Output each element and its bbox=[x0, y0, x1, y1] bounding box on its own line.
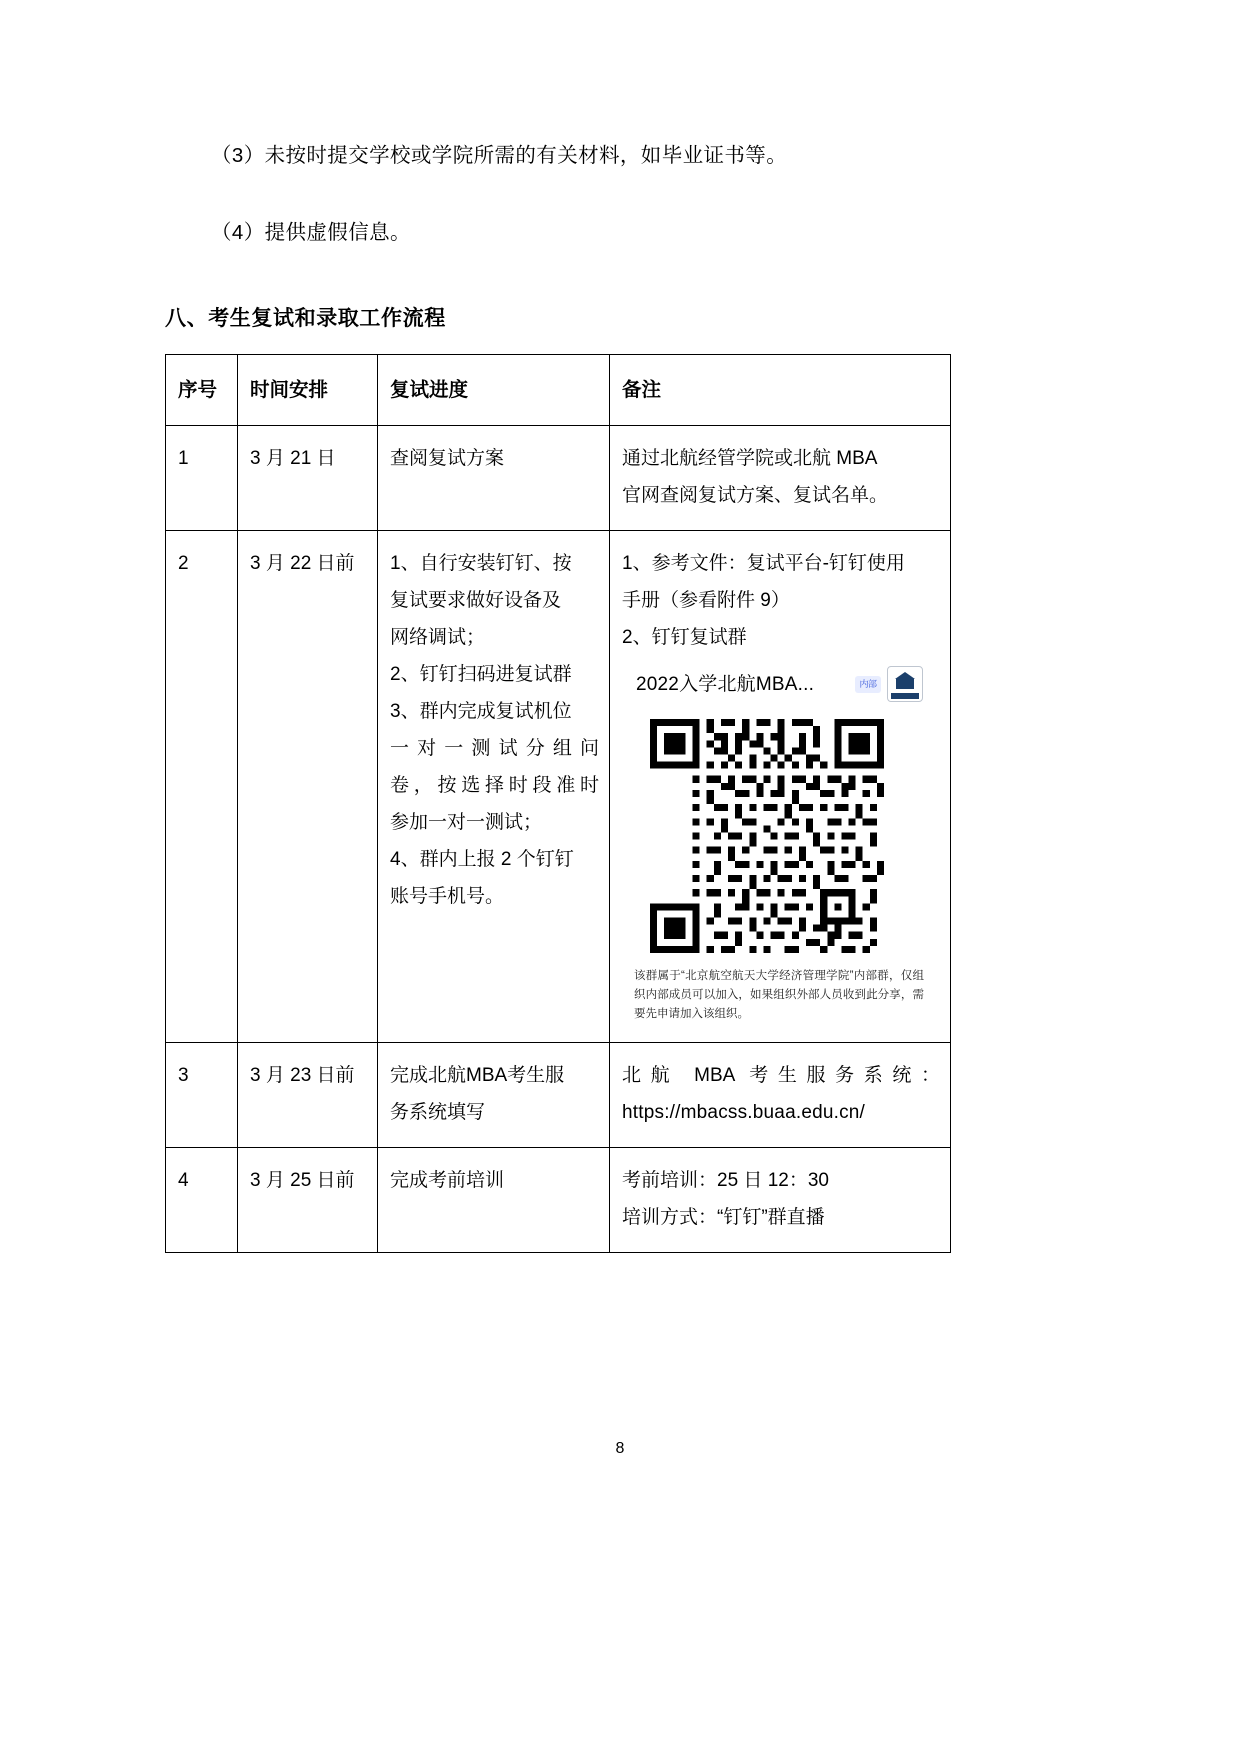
cell-note bbox=[610, 425, 951, 530]
progress-line: 完成北航MBA考生服 bbox=[390, 1064, 565, 1086]
cell-time: 3 月 25 日前 bbox=[238, 1147, 378, 1252]
note-line: 北航 MBA 考生服务系统： bbox=[622, 1064, 940, 1086]
cell-no: 2 bbox=[166, 530, 238, 1042]
cell-time: 3 月 21 日 bbox=[238, 425, 378, 530]
cell-progress bbox=[378, 1042, 610, 1147]
group-card-badges bbox=[855, 666, 923, 702]
page-number: 8 bbox=[615, 1440, 625, 1457]
cell-no: 4 bbox=[166, 1147, 238, 1252]
cell-progress bbox=[378, 425, 610, 530]
page-content bbox=[165, 140, 950, 1253]
school-logo-icon bbox=[887, 666, 923, 702]
progress-line: 1、自行安装钉钉、按 bbox=[390, 552, 572, 574]
paragraph-3: （3）未按时提交学校或学院所需的有关材料，如毕业证书等。 bbox=[211, 144, 788, 167]
table-row bbox=[166, 425, 951, 530]
progress-line: 账号手机号。 bbox=[390, 886, 505, 908]
progress-line: 4、群内上报 2 个钉钉 bbox=[390, 849, 574, 871]
header-note: 备注 bbox=[610, 354, 951, 425]
cell-note bbox=[610, 1147, 951, 1252]
table-row bbox=[166, 1042, 951, 1147]
progress-line: 网络调试； bbox=[390, 626, 486, 648]
group-card-disclaimer: 该群属于“北京航空航天大学经济管理学院”内部群，仅组织内部成员可以加入，如果组织外部人员收到此分享，需要先申请加入该组织。 bbox=[634, 969, 924, 1020]
header-progress: 复试进度 bbox=[378, 354, 610, 425]
cell-note bbox=[610, 530, 951, 1042]
note-line: 考前培训：25 日 12：30 bbox=[622, 1169, 829, 1191]
header-time: 时间安排 bbox=[238, 354, 378, 425]
progress-line: 完成考前培训 bbox=[390, 1169, 505, 1191]
paragraph-4: （4）提供虚假信息。 bbox=[211, 220, 411, 244]
cell-no: 1 bbox=[166, 425, 238, 530]
mbacss-url[interactable]: https://mbacss.buaa.edu.cn/ bbox=[622, 1101, 866, 1123]
note-line: 2、钉钉复试群 bbox=[622, 626, 747, 648]
table-row bbox=[166, 1147, 951, 1252]
header-no: 序号 bbox=[166, 354, 238, 425]
cell-progress bbox=[378, 530, 610, 1042]
dingtalk-group-card bbox=[622, 666, 927, 1024]
cell-time: 3 月 22 日前 bbox=[238, 530, 378, 1042]
note-line: 1、参考文件：复试平台-钉钉使用 bbox=[622, 552, 905, 574]
cell-time: 3 月 23 日前 bbox=[238, 1042, 378, 1147]
group-card-title: 2022入学北航MBA... bbox=[636, 673, 815, 695]
note-line: 官网查阅复试方案、复试名单。 bbox=[622, 484, 889, 506]
progress-line: 查阅复试方案 bbox=[390, 447, 505, 469]
table-row bbox=[166, 530, 951, 1042]
note-line: 培训方式：“钉钉”群直播 bbox=[622, 1206, 825, 1228]
progress-line: 卷，按选择时段准时 bbox=[390, 774, 599, 796]
note-line: 手册（参看附件 9） bbox=[622, 589, 790, 611]
interview-process-table bbox=[165, 354, 951, 1253]
internal-badge: 内部 bbox=[855, 676, 881, 693]
progress-line: 3、群内完成复试机位 bbox=[390, 700, 572, 722]
cell-progress bbox=[378, 1147, 610, 1252]
progress-line: 参加一对一测试； bbox=[390, 812, 543, 834]
table-header-row bbox=[166, 354, 951, 425]
group-card-header bbox=[622, 666, 927, 703]
progress-line: 务系统填写 bbox=[390, 1101, 486, 1123]
progress-line: 复试要求做好设备及 bbox=[390, 589, 562, 611]
progress-line: 2、钉钉扫码进复试群 bbox=[390, 663, 572, 685]
progress-line: 一对一测试分组问 bbox=[390, 737, 599, 759]
cell-note bbox=[610, 1042, 951, 1147]
section-heading: 八、考生复试和录取工作流程 bbox=[165, 306, 446, 330]
cell-no: 3 bbox=[166, 1042, 238, 1147]
qr-code-image bbox=[650, 719, 884, 953]
note-line: 通过北航经管学院或北航 MBA bbox=[622, 447, 878, 469]
